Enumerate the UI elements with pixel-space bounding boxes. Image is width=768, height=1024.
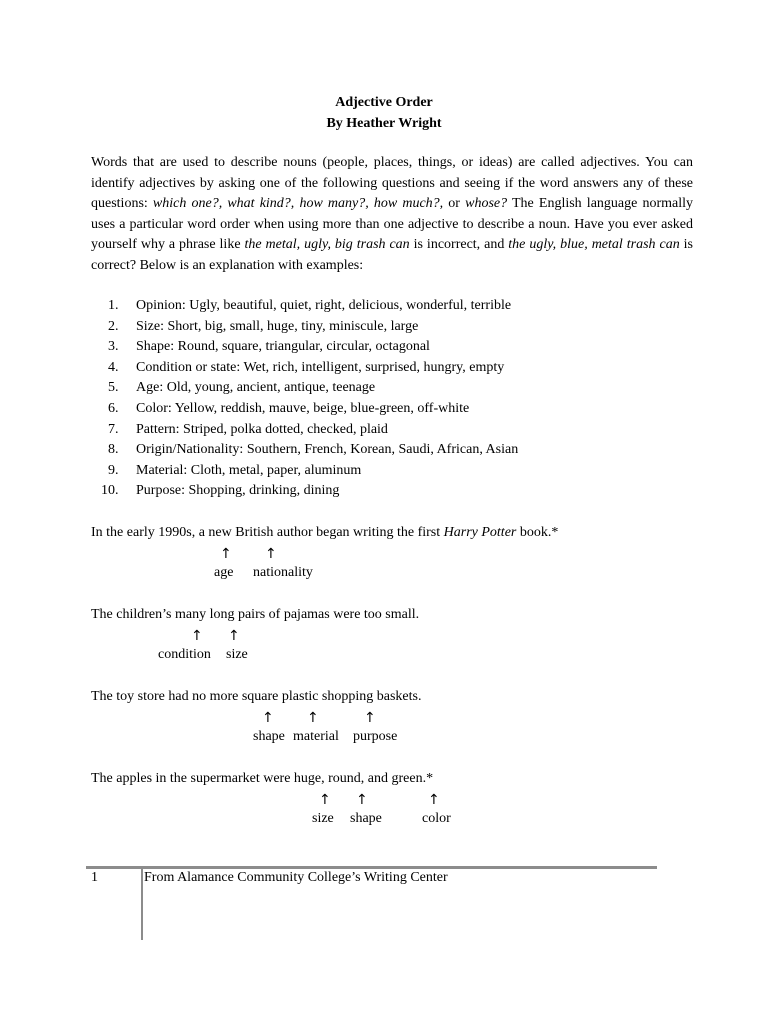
list-text: Age: Old, young, ancient, antique, teenage bbox=[136, 380, 376, 396]
up-arrow-icon: ↑ bbox=[228, 628, 240, 644]
label-shape: shape bbox=[350, 811, 382, 826]
up-arrow-icon: ↑ bbox=[262, 710, 274, 726]
intro-text: is incorrect, and bbox=[409, 237, 509, 252]
list-number: 7. bbox=[108, 421, 119, 437]
page-number: 1 bbox=[91, 870, 98, 885]
list-number: 9. bbox=[108, 462, 119, 478]
example-sentence-3: The toy store had no more square plastic shopping baskets. bbox=[91, 689, 422, 704]
intro-incorrect-example: the metal, ugly, big trash can bbox=[244, 237, 410, 252]
list-number: 2. bbox=[108, 318, 119, 334]
label-size: size bbox=[312, 811, 334, 826]
list-text: Color: Yellow, reddish, mauve, beige, blue-green, off-white bbox=[136, 400, 470, 416]
label-nationality: nationality bbox=[253, 565, 313, 580]
up-arrow-icon: ↑ bbox=[191, 628, 203, 644]
label-material: material bbox=[293, 729, 339, 744]
list-text: Size: Short, big, small, huge, tiny, miniscule, large bbox=[136, 318, 419, 334]
list-text: Opinion: Ugly, beautiful, quiet, right, delicious, wonderful, terrible bbox=[136, 298, 512, 313]
up-arrow-icon: ↑ bbox=[265, 546, 277, 562]
list-text: Condition or state: Wet, rich, intelligent, surprised, hungry, empty bbox=[136, 359, 505, 375]
intro-correct-example: the ugly, blue, metal trash can bbox=[508, 237, 680, 252]
list-number: 5. bbox=[108, 380, 119, 396]
intro-text: is correct? Below is an explanation with examples: bbox=[91, 237, 693, 273]
label-purpose: purpose bbox=[353, 729, 398, 744]
list-text: Purpose: Shopping, drinking, dining bbox=[136, 483, 340, 499]
list-item bbox=[108, 358, 518, 379]
intro-text: Words that are used to describe nouns (people, places, things, or ideas) are called adjectives. You can identify adjectives by asking one of the following questions and seeing if the word answers any of these questions: bbox=[91, 155, 693, 211]
up-arrow-icon: ↑ bbox=[307, 710, 319, 726]
intro-text: The English language normally uses a particular word order when using more than one adjective to describe a noun. Have you ever asked yourself why a phrase like bbox=[91, 196, 694, 252]
example-sentence-1 bbox=[91, 523, 558, 543]
list-number: 4. bbox=[108, 359, 119, 375]
label-condition: condition bbox=[158, 647, 211, 662]
document-byline: By Heather Wright bbox=[326, 116, 442, 131]
list-item bbox=[108, 461, 518, 482]
label-color: color bbox=[422, 811, 451, 826]
intro-text: or bbox=[443, 196, 466, 211]
list-item bbox=[108, 296, 518, 317]
intro-questions: which one?, what kind?, how many?, how much?, bbox=[152, 196, 444, 211]
list-item bbox=[108, 378, 518, 399]
list-item bbox=[101, 481, 518, 502]
list-number: 10. bbox=[101, 483, 119, 499]
up-arrow-icon: ↑ bbox=[356, 792, 368, 808]
up-arrow-icon: ↑ bbox=[220, 546, 232, 562]
example-sentence-2: The children’s many long pairs of pajamas were too small. bbox=[91, 607, 420, 622]
book-title: Harry Potter bbox=[443, 525, 517, 540]
footer-column-divider bbox=[141, 866, 143, 940]
label-shape: shape bbox=[253, 729, 285, 744]
list-item bbox=[108, 440, 518, 461]
sentence-text: book.* bbox=[516, 525, 559, 540]
list-text: Pattern: Striped, polka dotted, checked, plaid bbox=[136, 421, 388, 437]
list-text: Origin/Nationality: Southern, French, Korean, Saudi, African, Asian bbox=[136, 442, 519, 458]
example-sentence-4: The apples in the supermarket were huge, round, and green.* bbox=[91, 771, 434, 786]
list-number: 1. bbox=[108, 298, 119, 313]
list-number: 3. bbox=[108, 339, 119, 355]
label-age: age bbox=[214, 565, 234, 580]
up-arrow-icon: ↑ bbox=[428, 792, 440, 808]
list-text: Shape: Round, square, triangular, circular, octagonal bbox=[136, 339, 430, 355]
list-number: 8. bbox=[108, 442, 119, 458]
list-text: Material: Cloth, metal, paper, aluminum bbox=[136, 462, 362, 478]
adjective-order-list bbox=[101, 296, 519, 502]
list-item bbox=[108, 399, 518, 420]
list-item bbox=[108, 337, 518, 358]
intro-question-whose: whose? bbox=[465, 196, 508, 211]
list-item bbox=[108, 420, 518, 441]
footer-source-note: From Alamance Community College’s Writing Center bbox=[144, 870, 448, 885]
document-title: Adjective Order bbox=[335, 95, 433, 110]
list-item bbox=[108, 317, 518, 338]
up-arrow-icon: ↑ bbox=[319, 792, 331, 808]
intro-paragraph bbox=[91, 153, 693, 276]
list-number: 6. bbox=[108, 400, 119, 416]
label-size: size bbox=[226, 647, 248, 662]
sentence-text: In the early 1990s, a new British author began writing the first bbox=[91, 525, 444, 540]
up-arrow-icon: ↑ bbox=[364, 710, 376, 726]
